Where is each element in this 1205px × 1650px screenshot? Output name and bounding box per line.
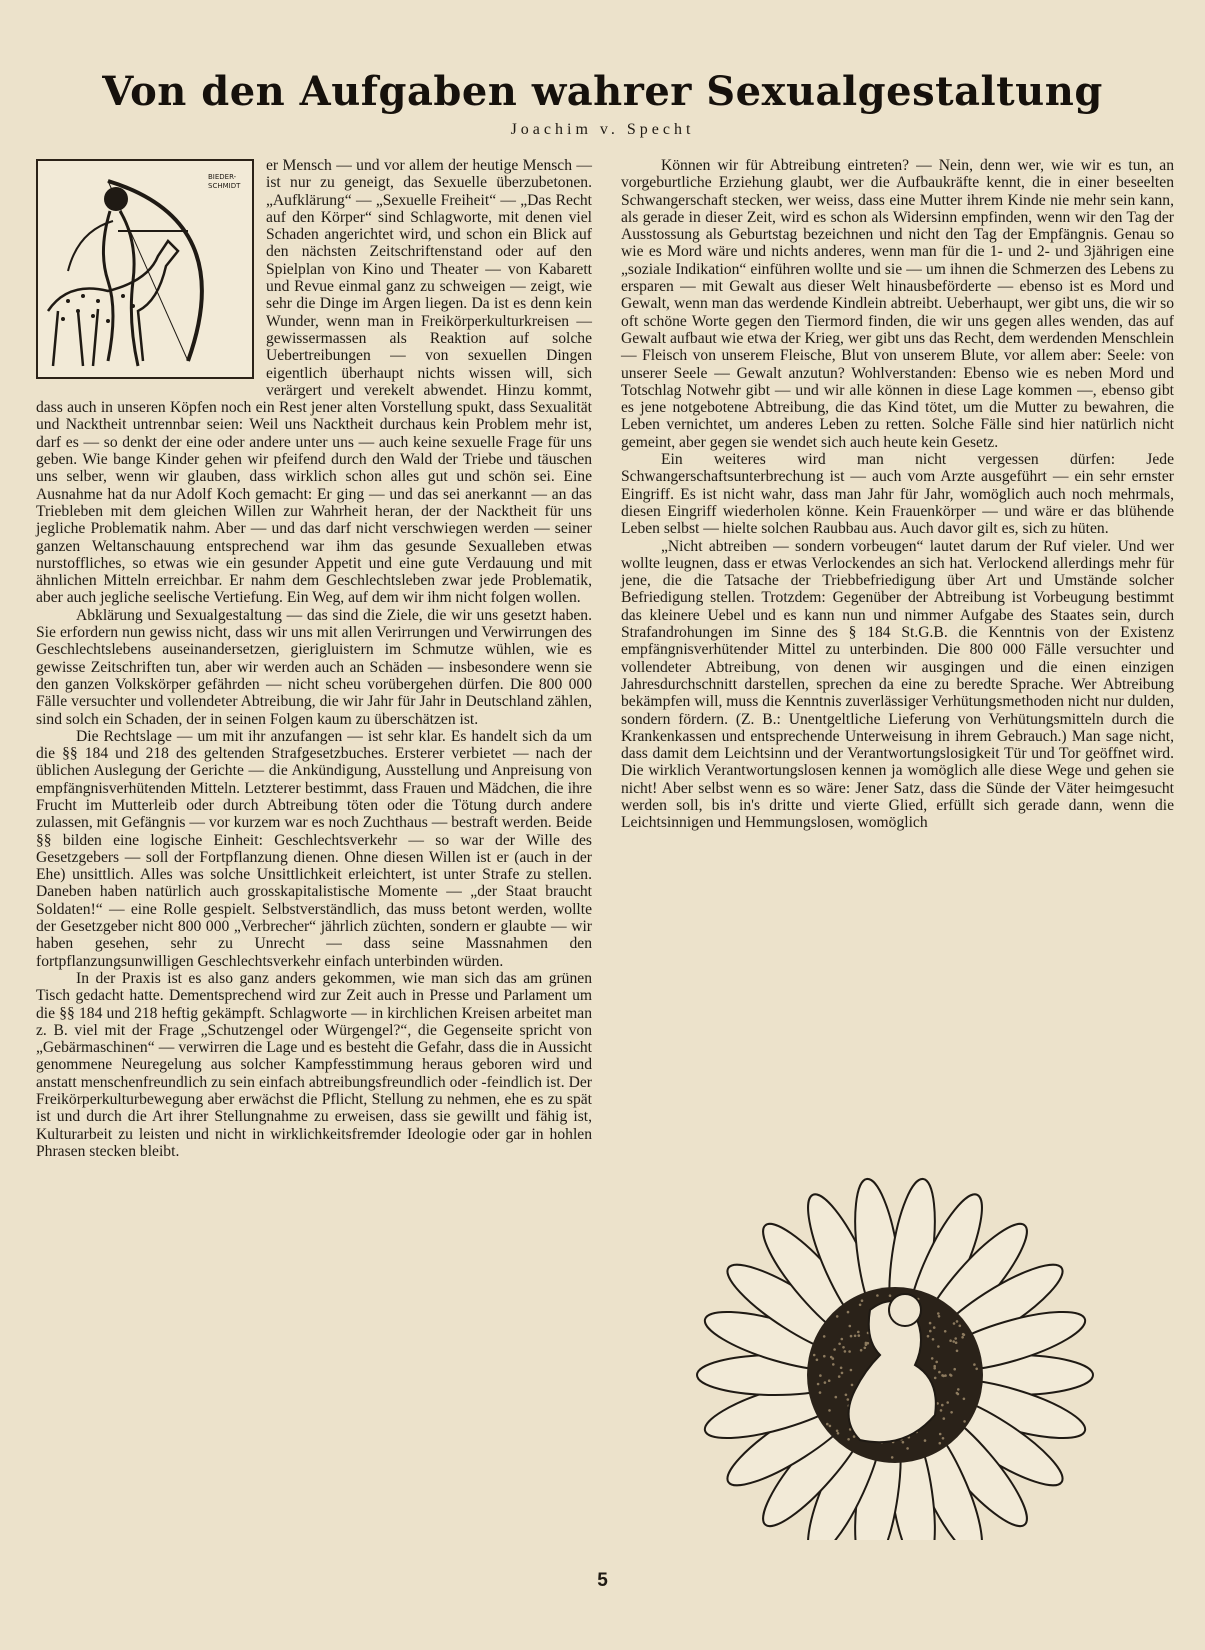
paragraph: Ein weiteres wird man nicht vergessen dürfen: Jede Schwangerschaftsunterbrechung ist — auch vom Arzte ausgeführt — ein sehr ernster Eingriff. Es ist nicht wahr, dass man Jahr für Jahr, womöglich auch noch mehrmals, diesen Eingriff wiederholen könne. Kein Frauenkörper — und wäre er das blühende Leben selbst — hielte solchen Raubbau aus. Auch davor gilt es, sich zu hüten. xyxy=(621,451,1174,538)
paragraph: Abklärung und Sexualgestaltung — das sind die Ziele, die wir uns gesetzt haben. Sie erfordern nun gewiss nicht, dass wir uns mit allen Verirrungen und Verwirrungen des Geschlechtslebens auseinandersetzen, gierigluistern im Schmutze wühlen, wie es gewisse Zeitschriften tun, aber wir werden auch an Schäden — insbesondere wenn sie den ganzen Volkskörper gefährden — nicht scheu vorübergehen dürfen. Die 800 000 Fälle versuchter und vollendeter Abtreibung, die wir Jahr für Jahr in Deutschland zählen, sind solch ein Schaden, der in seinen Folgen kaum zu überschätzen ist. xyxy=(36,606,592,728)
article-title: Von den Aufgaben wahrer Sexualgestaltung xyxy=(102,68,1103,115)
paragraph: Können wir für Abtreibung eintreten? — Nein, denn wer, wie wir es tun, an vorgeburtliche Erziehung glaubt, wer die Aufbaukräfte kennt, die in einer beseelten Schwangerschaft stecken, wer weiss, dass eine Mutter ihrem Kinde nie mehr sein kann, als gerade in dieser Zeit, wird es schon als Widersinn empfinden, wenn wir den Tag der Ausstossung als Geburtstag bezeichnen und nicht den Tag der Empfängnis. Genau so wie es Mord wäre und nichts anderes, wenn man für die 1- und 2- und 3jährigen eine „soziale Indikation“ einführen wollte und sie — um ihnen die Schmerzen des Lebens zu ersparen — mit Gewalt aus dieser Welt hinausbeförderte — ebenso ist es Mord und Gewalt, wenn man das werdende Kindlein abtreibt. Ueberhaupt, wer gibt uns, die wir so oft schöne Worte gegen den Tiermord finden, die wir uns gegen alles wenden, das auf Gewalt aufbaut wie etwa der Krieg, wer gibt uns das Recht, dem werdenden Menschlein — Fleisch von unserem Fleische, Blut von unserem Blute, vor allem aber: Seele: von unserer Seele — Gewalt anzutun? Wohlverstanden: Ebenso wie es neben Mord und Totschlag Notwehr gibt — und wir alle können in diese Lage kommen —, ebenso gibt es jene notgebotene Abtreibung, die das Kind tötet, um die Mutter zu bewahren, die Leben vernichtet, um anderes Leben zu retten. Solche Fälle sind hier natürlich nicht gemeint, aber gegen sie wendet sich auch heute kein Gesetz. xyxy=(621,157,1174,451)
page-number: 5 xyxy=(597,1570,608,1591)
paragraph: Die Rechtslage — um mit ihr anzufangen — ist sehr klar. Es handelt sich da um die §§ 184 und 218 des geltenden Strafgesetzbuches. Ersterer verbietet — nach der üblichen Auslegung der Gerichte — die Ankündigung, Ausstellung und Anpreisung von empfängnisverhütenden Mitteln. Letzterer bestimmt, dass Frauen und Mädchen, die ihre Frucht im Mutterleib oder durch Abtreibung töten oder die Tötung durch andere zulassen, mit Gefängnis — vor kurzem war es noch Zuchthaus — bestraft werden. Beide §§ bilden eine logische Einheit: Geschlechtsverkehr — so war der Wille des Gesetzgebers — soll der Fortpflanzung dienen. Ohne diesen Willen ist er (auch in der Ehe) unsittlich. Alles was solche Unsittlichkeit erleichtert, ist unter Strafe zu stellen. Daneben haben natürlich auch grosskapitalistische Momente — „der Staat braucht Soldaten!“ — eine Rolle gespielt. Selbstverständlich, das muss betont werden, wollte der Gesetzgeber nicht 800 000 „Verbrecher“ jährlich züchten, sondern er glaubte — wir haben gesehen, sehr zu Unrecht — dass seine Massnahmen den fortpflanzungsunwilligen Geschlechtsverkehr einfach unterbinden würden. xyxy=(36,727,592,970)
article-author: Joachim v. Specht xyxy=(510,121,695,138)
paragraph: In der Praxis ist es also ganz anders gekommen, wie man sich das am grünen Tisch gedacht hatte. Dementsprechend wird zur Zeit auch in Presse und Parlament um die §§ 184 und 218 heftig gekämpft. Schlagworte — in kirchlichen Kreisen arbeitet man z. B. viel mit der Frage „Schutzengel oder Würgengel?“, die Gegenseite spricht von „Gebärmaschinen“ — verwirren die Lage und es besteht die Gefahr, dass die in Aussicht genommene Neuregelung aus solcher Kampfesstimmung heraus geboren wird und anstatt menschenfreundlich zu sein einfach abtreibungsfreundlich oder -feindlich ist. Der Freikörperkulturbewegung aber erwächst die Pflicht, Stellung zu nehmen, ehe es zu spät ist und durch die Art ihrer Stellungnahme zu erweisen, dass sie gewillt und fähig ist, Kulturarbeit zu leisten und nicht in wirklichkeitsfremder Ideologie oder gar in hohlen Phrasen stecken bleibt. xyxy=(36,969,592,1160)
svg-text:SCHMIDT: SCHMIDT xyxy=(208,182,241,190)
svg-text:BIEDER-: BIEDER- xyxy=(208,173,237,181)
left-column xyxy=(36,157,592,1160)
paragraph: „Nicht abtreiben — sondern vorbeugen“ lautet darum der Ruf vieler. Und wer wollte leugnen, dass er etwas Verlockendes an sich hat. Verlockend allerdings mehr für jene, die die Tatsache der Triebbefriedigung über Art und Umstände solcher Befriedigung stellen. Trotzdem: Gegenüber der Abtreibung ist Vorbeugung bestimmt das kleinere Uebel und es kann nun und nimmer Aufgabe des Staates sein, durch Strafandrohungen im Sinne des § 184 St.G.B. die Kenntnis von der Existenz empfängnisverhütender Mittel zu unterbinden. Die 800 000 Fälle versuchter und vollendeter Abtreibung, von denen wir ausgingen und die einen einzigen Jahresdurchschnitt darstellen, sprechen da eine zu beredte Sprache. Wer Abtreibung bekämpfen will, muss die Kenntnis zuverlässiger Verhütungsmethoden nicht nur dulden, sondern fördern. (Z. B.: Unentgeltliche Lieferung von Verhütungsmitteln durch die Krankenkassen und entsprechende Unterweisung in ihrem Gebrauch.) Man sage nicht, dass damit dem Leichtsinn und der Verantwortungslosigkeit Tür und Tor geöffnet wird. Die wirklich Verantwortungslosen kennen ja womöglich alle diese Wege und gehen sie nicht! Aber selbst wenn es so wäre: Jener Satz, dass die Sünde der Väter heimgesucht werden soll, bis in's dritte und vierte Glied, erfüllt sich gerade dann, wenn die Leichtsinnigen und Hemmungslosen, womöglich xyxy=(621,537,1174,832)
paragraph: er Mensch — und vor allem der heutige Mensch — ist nur zu geneigt, das Sexuelle überzubetonen. „Aufklärung“ — „Sexuelle Freiheit“ — „Das Recht auf den Körper“ sind Schlagworte, mit denen viel Schaden angerichtet wird, und schon ein Blick auf den nächsten Zeitschriftenstand oder auf den Spielplan von Kino und Theater — von Kabarett und Revue einmal ganz zu schweigen — zeigt, wie sehr die Dinge im Argen liegen. Da ist es denn kein Wunder, wenn man in Freikörperkulturkreisen — gewissermassen als Reaktion auf solche Uebertreibungen — von sexuellen Dingen eigentlich überhaupt nichts wissen will, sich verärgert und verekelt abwendet. Hinzu kommt, dass auch in unseren Köpfen noch ein Rest jener alten Vorstellung spukt, dass Sexualität und Nacktheit untrennbar seien: Weil uns Nacktheit durchaus kein Problem mehr ist, darf es — so denkt der eine oder andere unter uns — auch keine sexuelle Frage für uns geben. Wie bange Kinder gehen wir pfeifend durch den Wald der Triebe und täuschen uns selber, wenn wir glauben, dass wirklich schon alles gut und schön sei. Eine Ausnahme hat da nur Adolf Koch gemacht: Er ging — und das sei anerkannt — an das Triebleben mit dem gleichen Willen zur Wahrheit heran, der der Nacktheit für uns jegliche Problematik nahm. Aber — und das darf nicht verschwiegen werden — seiner ganzen Weltanschauung entsprechend war ihm das gesunde Sexualleben etwas nurstoffliches, so etwas wie ein gesunder Appetit und eine gute Verdauung und mit ähnlichen Mitteln erreichbar. Er nahm dem Geschlechtsleben zwar jede Problematik, aber auch jegliche seelische Vertiefung. Ein Weg, auf dem wir ihm nicht folgen wollen. xyxy=(36,157,592,607)
sunflower-figure-illustration xyxy=(665,1150,1125,1544)
archer-with-deer-illustration xyxy=(36,159,254,379)
right-column xyxy=(621,157,1174,832)
